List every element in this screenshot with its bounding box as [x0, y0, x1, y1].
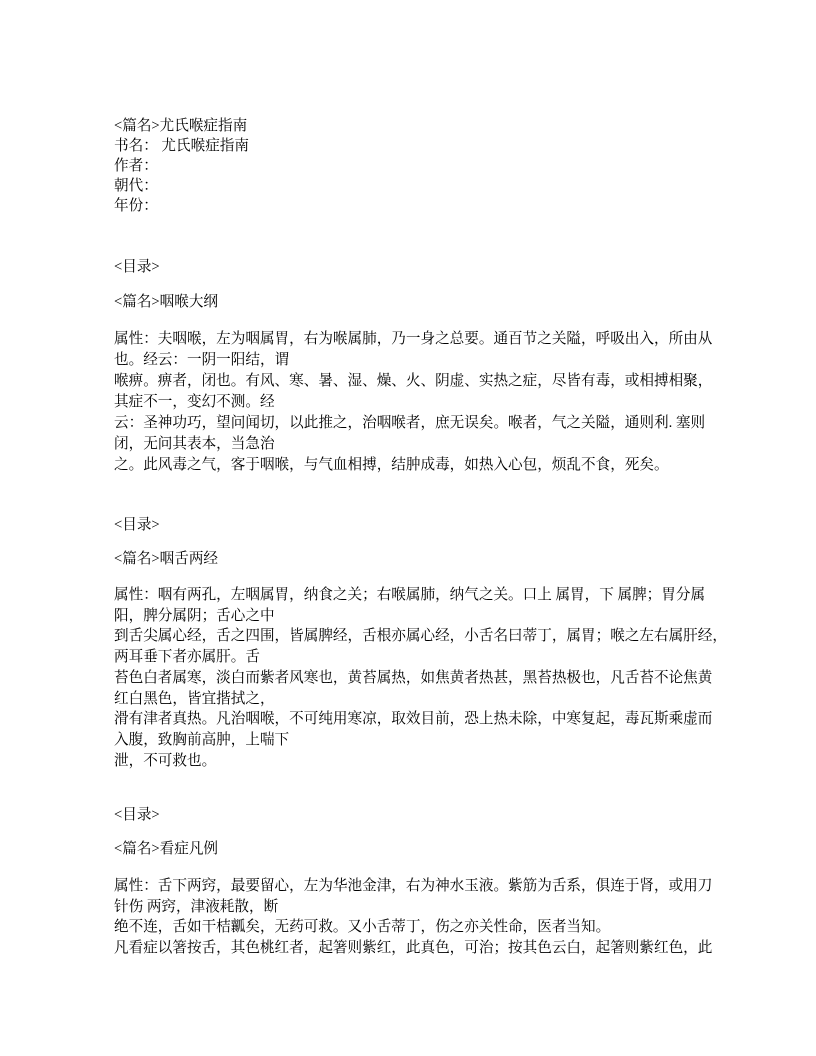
text-line: 绝不连，舌如干桔瓤矣，无药可救。又小舌蒂丁，伤之亦关性命，医者当知。 — [114, 919, 611, 936]
text-line: <目录> — [114, 259, 160, 275]
text-line: 入腹，致胸前高肿，上喘下 — [114, 731, 290, 748]
text-line: 泄，不可救也。 — [114, 752, 217, 769]
text-line: <篇名>咽舌两经 — [114, 551, 219, 567]
toc-marker-1 — [114, 257, 160, 278]
text-line: 年份： — [114, 198, 158, 214]
text-line: 属性：舌下两窍，最要留心，左为华池金津，右为神水玉液。紫筋为舌系，俱连于肾，或用刀 — [114, 878, 713, 894]
toc-marker-3 — [114, 805, 160, 826]
text-line: 闭，无问其表本，当急治 — [114, 436, 275, 452]
text-line: <目录> — [114, 807, 160, 823]
text-line: 书名： 尤氏喉症指南 — [114, 138, 249, 154]
text-line: <篇名>看症凡例 — [114, 841, 219, 857]
paragraph-1 — [114, 329, 712, 476]
text-line: 作者： — [114, 158, 158, 174]
header-metadata — [114, 116, 249, 216]
text-line: 红白黑色，皆宜揩拭之， — [114, 690, 275, 707]
paragraph-3 — [114, 876, 712, 959]
text-line: 属性：夫咽喉，左为咽属胃，右为喉属肺，乃一身之总要。通百节之关隘，呼吸出入，所由从 — [114, 331, 713, 347]
text-line: 之。此风毒之气，客于咽喉，与气血相搏，结肿成毒，如热入心包，烦乱不食，死矣。 — [114, 457, 669, 473]
text-line: 云：圣神功巧，望问闻切，以此推之，治咽喉者，庶无误矣。喉者，气之关隘，通则利. 塞则 — [114, 415, 706, 431]
text-line: 苔色白者属寒，淡白而紫者风寒也，黄苔属热，如焦黄者热甚，黑苔热极也，凡舌苔不论焦黄 — [114, 669, 713, 686]
text-line: 属性：咽有两孔，左咽属胃，纳食之关；右喉属肺，纳气之关。口上 属胃，下 属脾；胃分属 — [114, 587, 706, 603]
text-line: 朝代： — [114, 178, 158, 194]
text-line: <篇名>咽喉大纲 — [114, 294, 219, 310]
text-line: 两耳垂下者亦属肝。舌 — [114, 649, 260, 666]
text-line: 其症不一，变幻不测。经 — [114, 394, 275, 410]
text-line: 针伤 两窍，津液耗散，断 — [114, 898, 279, 915]
section-title-1 — [114, 292, 218, 313]
section-title-3 — [114, 839, 218, 860]
toc-marker-2 — [114, 515, 160, 536]
text-line: 阳，脾分属阴；舌心之中 — [114, 607, 275, 624]
text-line: 到舌尖属心经，舌之四围，皆属脾经，舌根亦属心经，小舌名曰蒂丁，属胃；喉之左右属肝经， — [114, 628, 727, 645]
text-line: 也。经云：一阴一阳结，谓 — [114, 352, 290, 368]
text-line: <篇名>尤氏喉症指南 — [114, 118, 248, 134]
paragraph-2 — [114, 585, 727, 771]
text-line: 凡看症以箸按舌，其色桃红者，起箸则紫红，此真色，可治；按其色云白，起箸则紫红色，此 — [114, 940, 713, 957]
text-line: 滑有津者真热。凡治咽喉，不可纯用寒凉，取效目前，恐上热未除，中寒复起，毒瓦斯乘虚而 — [114, 711, 713, 728]
text-line: 喉痹。痹者，闭也。有风、寒、暑、湿、燥、火、阴虚、实热之症，尽皆有毒，或相搏相聚， — [114, 373, 713, 389]
section-title-2 — [114, 549, 218, 570]
text-line: <目录> — [114, 517, 160, 533]
